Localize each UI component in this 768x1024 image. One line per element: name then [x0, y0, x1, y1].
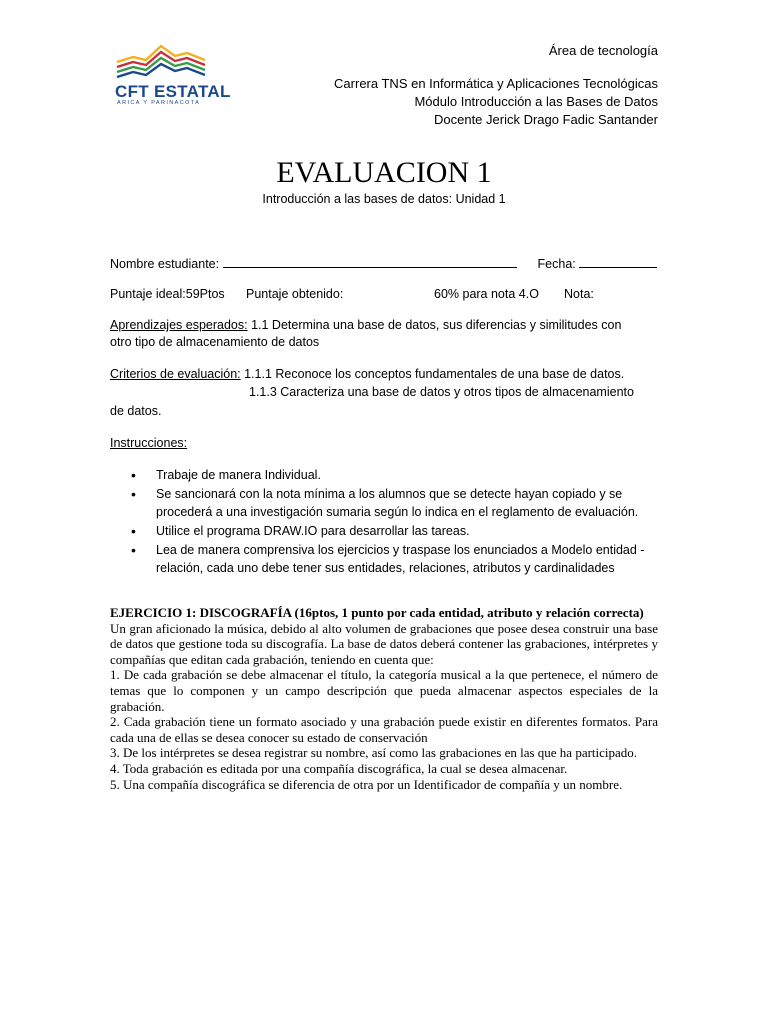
- exercise-paragraph: 1. De cada grabación se debe almacenar el título, la categoría musical a la que pertenece, el número de temas que lo componen y un campo descripción que pueda almacenar aspectos especiales de la grabación.: [110, 667, 658, 714]
- header-career: Carrera TNS en Informática y Aplicaciones Tecnológicas: [334, 76, 658, 91]
- exercise-heading: EJERCICIO 1: DISCOGRAFÍA (16ptos, 1 punto por cada entidad, atributo y relación correcta): [110, 605, 644, 620]
- learning-label: Aprendizajes esperados:: [110, 318, 248, 332]
- list-item: • Se sancionará con la nota mínima a los alumnos que se detecte hayan copiado y se procederá a una investigación sumaria según lo indica en el reglamento de evaluación.: [128, 485, 668, 521]
- exercise-paragraph: 5. Una compañía discográfica se diferencia de otra por un Identificador de compañía y un nombre.: [110, 776, 623, 792]
- list-item: • Lea de manera comprensiva los ejercicios y traspase los enunciados a Modelo entidad -relación, cada uno debe tener sus entidades, relaciones, atributos y cardinalidades: [128, 541, 668, 577]
- score-grade: Nota:: [564, 287, 594, 301]
- list-item: • Utilice el programa DRAW.IO para desarrollar las tareas.: [128, 522, 668, 540]
- list-item: • Trabaje de manera Individual.: [128, 466, 668, 484]
- page-subtitle: Introducción a las bases de datos: Unidad 1: [262, 192, 506, 206]
- exercise-1: [110, 605, 658, 792]
- logo-brand-text: CFT ESTATAL: [115, 82, 231, 101]
- learning-text-1: 1.1 Determina una base de datos, sus diferencias y similitudes con: [251, 318, 622, 332]
- date-blank[interactable]: [579, 255, 657, 268]
- exercise-paragraph: 2. Cada grabación tiene un formato asociado y una grabación puede existir en diferentes formatos. Para cada una de ellas se desea conocer su estado de conservación: [110, 714, 658, 745]
- instructions-label: Instrucciones:: [110, 436, 188, 450]
- header-area: Área de tecnología: [548, 43, 658, 58]
- instructions-list: [128, 466, 668, 578]
- criteria-1: 1.1.1 Reconoce los conceptos fundamentales de una base de datos.: [244, 367, 625, 381]
- page-title: EVALUACION 1: [276, 156, 492, 189]
- learning-outcomes: [110, 318, 621, 332]
- score-threshold: 60% para nota 4.O: [434, 287, 539, 301]
- criteria-2: 1.1.3 Caracteriza una base de datos y otros tipos de almacenamiento: [249, 385, 634, 399]
- cft-estatal-logo: [113, 44, 231, 108]
- criteria-2-cont: de datos.: [110, 404, 162, 418]
- score-obtained: Puntaje obtenido:: [246, 287, 344, 301]
- student-name-label: Nombre estudiante:: [110, 257, 220, 271]
- criteria-label: Criterios de evaluación:: [110, 367, 241, 381]
- logo-subtitle-text: ARICA Y PARINACOTA: [117, 100, 201, 106]
- evaluation-criteria: [110, 367, 624, 381]
- score-row: [110, 287, 225, 301]
- score-ideal: Puntaje ideal:59Ptos: [110, 287, 225, 301]
- exercise-paragraph: Un gran aficionado la música, debido al alto volumen de grabaciones que posee desea construir una base de datos que gestione toda su discografía. La base de datos deberá contener las grabaciones, intérpretes y compañías que editan cada grabación, teniendo en cuenta que:: [110, 620, 658, 667]
- student-name-blank[interactable]: [223, 255, 517, 268]
- learning-text-2: otro tipo de almacenamiento de datos: [110, 335, 320, 349]
- header-module: Módulo Introducción a las Bases de Datos: [414, 94, 658, 109]
- date-label: Fecha:: [537, 257, 576, 271]
- student-name-row: [110, 255, 657, 271]
- header-teacher: Docente Jerick Drago Fadic Santander: [433, 112, 658, 127]
- mountain-logo-icon: [113, 44, 209, 84]
- exercise-paragraph: 4. Toda grabación es editada por una compañía discográfica, la cual se desea almacenar.: [110, 760, 568, 776]
- exercise-paragraph: 3. De los intérpretes se desea registrar su nombre, así como las grabaciones en las que ha participado.: [110, 745, 638, 761]
